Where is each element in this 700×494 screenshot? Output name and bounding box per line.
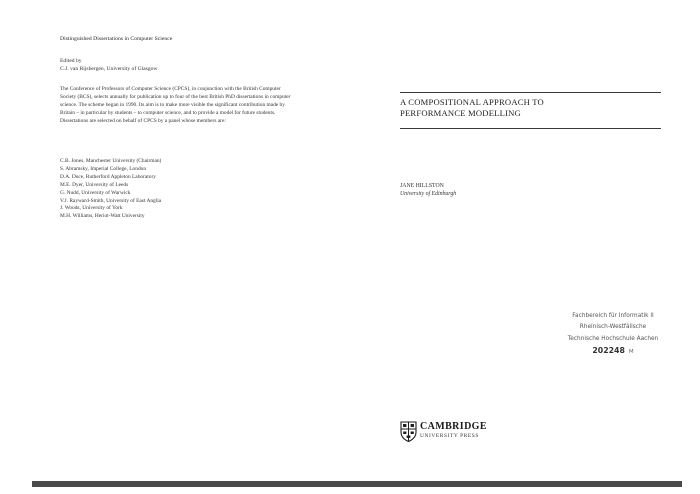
book-title-line: A COMPOSITIONAL APPROACH TO <box>400 97 544 107</box>
title-rule-top <box>400 92 661 93</box>
inventory-number-value: 202248 <box>592 345 625 355</box>
editor-name: C.J. van Rijsbergen, University of Glasgow <box>60 66 158 72</box>
panel-member: S. Abramsky, Imperial College, London <box>60 165 147 172</box>
publisher-subtitle: UNIVERSITY PRESS <box>420 433 479 439</box>
author-name: JANE HILLSTON <box>400 183 444 189</box>
page-edge-shadow <box>32 481 682 487</box>
author-affiliation: University of Edinburgh <box>400 190 457 197</box>
panel-member: M.H. Williams, Heriot-Watt University <box>60 213 145 220</box>
panel-member: V.J. Rayward-Smith, University of East Anglia <box>60 197 162 204</box>
stamp-line: Fachbereich für Informatik II <box>572 313 654 319</box>
book-title <box>400 97 660 118</box>
inventory-number <box>548 345 678 358</box>
stamp-line: Technische Hochschule Aachen <box>567 335 659 342</box>
series-title: Distinguished Dissertations in Computer Science <box>60 36 173 42</box>
publisher-name: CAMBRIDGE <box>420 421 487 432</box>
panel-member: J. Woods, University of York <box>60 205 123 212</box>
panel-member: C.B. Jones, Manchester University (Chairman) <box>60 158 162 164</box>
cambridge-shield-icon <box>400 421 417 442</box>
book-title-line: PERFORMANCE MODELLING <box>400 107 521 118</box>
edited-by-label: Edited by <box>60 58 82 64</box>
series-description: The Conference of Professors of Computer Science (CPCS), in conjunction with the British Computer Society (BCS), selects annually for publication up to four of the best British PhD dissertations in computer science. The scheme began in 1990. Its aim is to make more visible the significant contribution made by Britain – in particular by students – to computer science, and to provide a model for future students. Dissertations are selected on behalf of CPCS by a panel whose members are: <box>60 86 291 124</box>
publisher-logo <box>400 421 520 447</box>
left-page <box>60 0 340 494</box>
editor-block <box>60 57 157 73</box>
inventory-suffix: M <box>628 348 634 355</box>
panel-member: G. Nudd, University of Warwick <box>60 189 131 196</box>
author-block <box>400 183 456 198</box>
panel-member-list <box>60 158 161 221</box>
stamp-line: Rheinisch-Westfälische <box>579 324 647 331</box>
panel-member: M.E. Dyer, University of Leeds <box>60 181 129 188</box>
title-rule-bottom <box>400 128 661 129</box>
library-stamp <box>548 311 678 358</box>
panel-member: D.A. Duce, Rutherford Appleton Laboratory <box>60 173 156 180</box>
